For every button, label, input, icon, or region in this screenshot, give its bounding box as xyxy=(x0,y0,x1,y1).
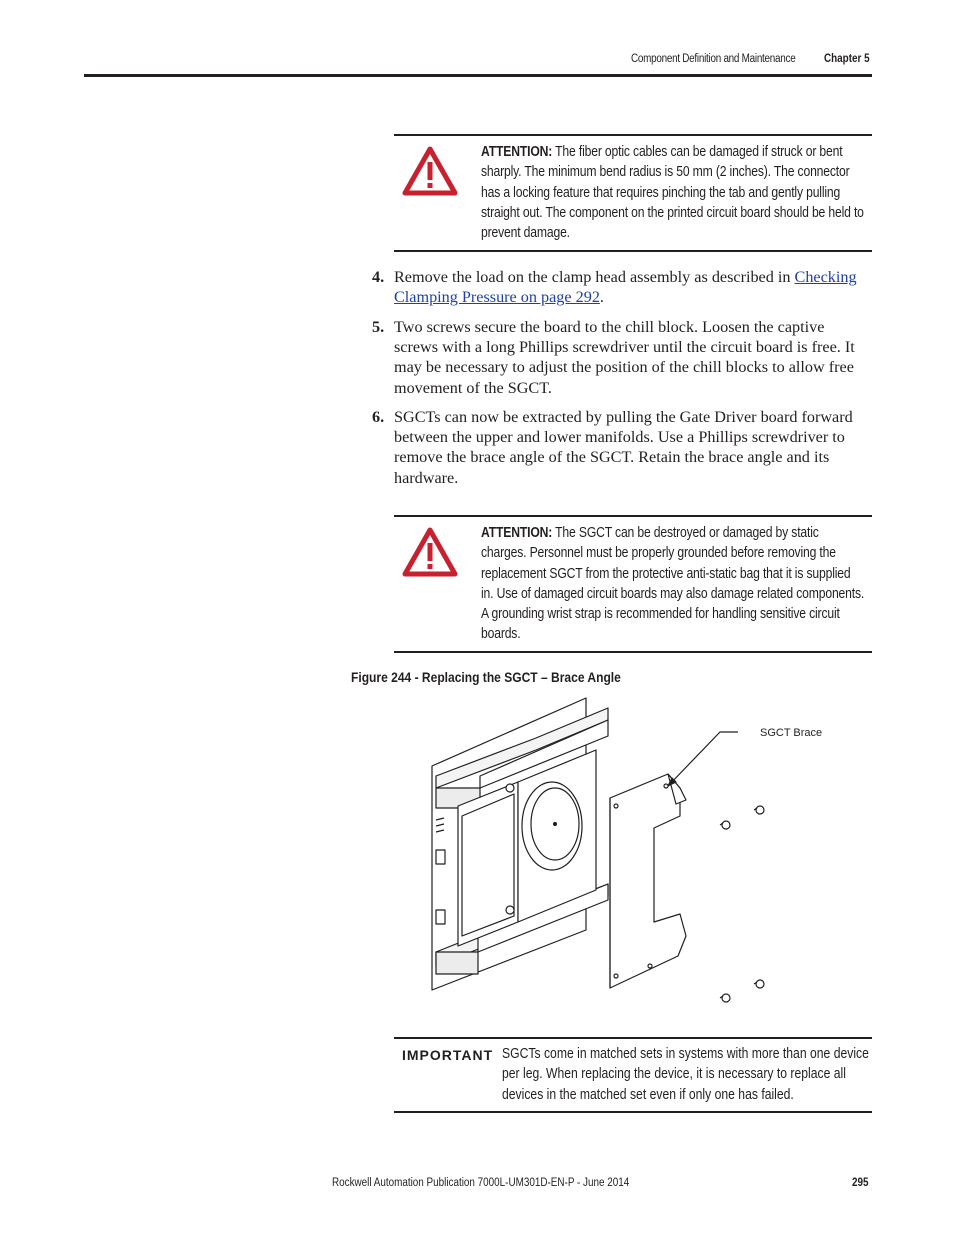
attention-box-fiber-optic xyxy=(394,134,872,252)
attention-body: The SGCT can be destroyed or damaged by static charges. Personnel must be properly grounded before removing the replacement SGCT from the protective anti-static bag that it is supplied in. Use of damaged circuit boards may also damage related components. A grounding wrist strap is recommended for handling sensitive circuit boards. xyxy=(481,525,865,643)
footer-publication: Rockwell Automation Publication 7000L-UM301D-EN-P - June 2014 xyxy=(332,1177,630,1189)
link-checking-clamping-pressure[interactable]: Checking Clamping Pressure on page 292 xyxy=(394,268,857,307)
step-5 xyxy=(372,317,872,398)
attention-box-static xyxy=(394,515,872,653)
important-label: IMPORTANT xyxy=(402,1047,494,1063)
attention-text xyxy=(481,142,865,243)
step-6 xyxy=(372,407,872,488)
warning-triangle-icon xyxy=(402,146,458,196)
important-text xyxy=(502,1044,872,1105)
attention-body: The fiber optic cables can be damaged if struck or bent sharply. The minimum bend radius is 50 mm (2 inches). The connector has a locking feature that requires pinching the tab and gently pulling straight out. The component on the printed circuit board should be held to prevent damage. xyxy=(481,144,864,242)
important-box xyxy=(394,1037,872,1113)
page-number: 295 xyxy=(852,1177,869,1189)
warning-triangle-icon xyxy=(402,527,458,577)
attention-text xyxy=(481,523,865,645)
header-rule xyxy=(84,74,872,77)
step-number: 5. xyxy=(372,318,385,336)
attention-label: ATTENTION: xyxy=(481,144,553,160)
figure-caption: Figure 244 - Replacing the SGCT – Brace Angle xyxy=(351,669,621,685)
important-body: SGCTs come in matched sets in systems with more than one device per leg. When replacing the device, it is necessary to replace all devices in the matched set even if only one has failed. xyxy=(502,1046,869,1103)
attention-label: ATTENTION: xyxy=(481,525,553,541)
step-number: 6. xyxy=(372,408,385,426)
step-text: Remove the load on the clamp head assembly as described in xyxy=(394,268,795,286)
running-header-chapter: Chapter 5 xyxy=(824,53,870,65)
step-text: Two screws secure the board to the chill block. Loosen the captive screws with a long Phillips screwdriver until the circuit board is free. It may be necessary to adjust the position of the chill blocks to allow free movement of the SGCT. xyxy=(394,318,855,397)
step-text-end: . xyxy=(599,288,604,307)
step-number: 4. xyxy=(372,268,385,286)
step-4 xyxy=(372,267,872,307)
step-text: SGCTs can now be extracted by pulling the Gate Driver board forward between the upper and lower manifolds. Use a Phillips screwdriver to remove the brace angle of the SGCT. Retain the brace angle and its hardware. xyxy=(394,408,853,487)
callout-sgct-brace: SGCT Brace xyxy=(760,727,823,739)
running-header-section: Component Definition and Maintenance xyxy=(631,53,796,65)
screw-icon xyxy=(720,806,764,1002)
sgct-brace-illustration xyxy=(400,690,860,1010)
